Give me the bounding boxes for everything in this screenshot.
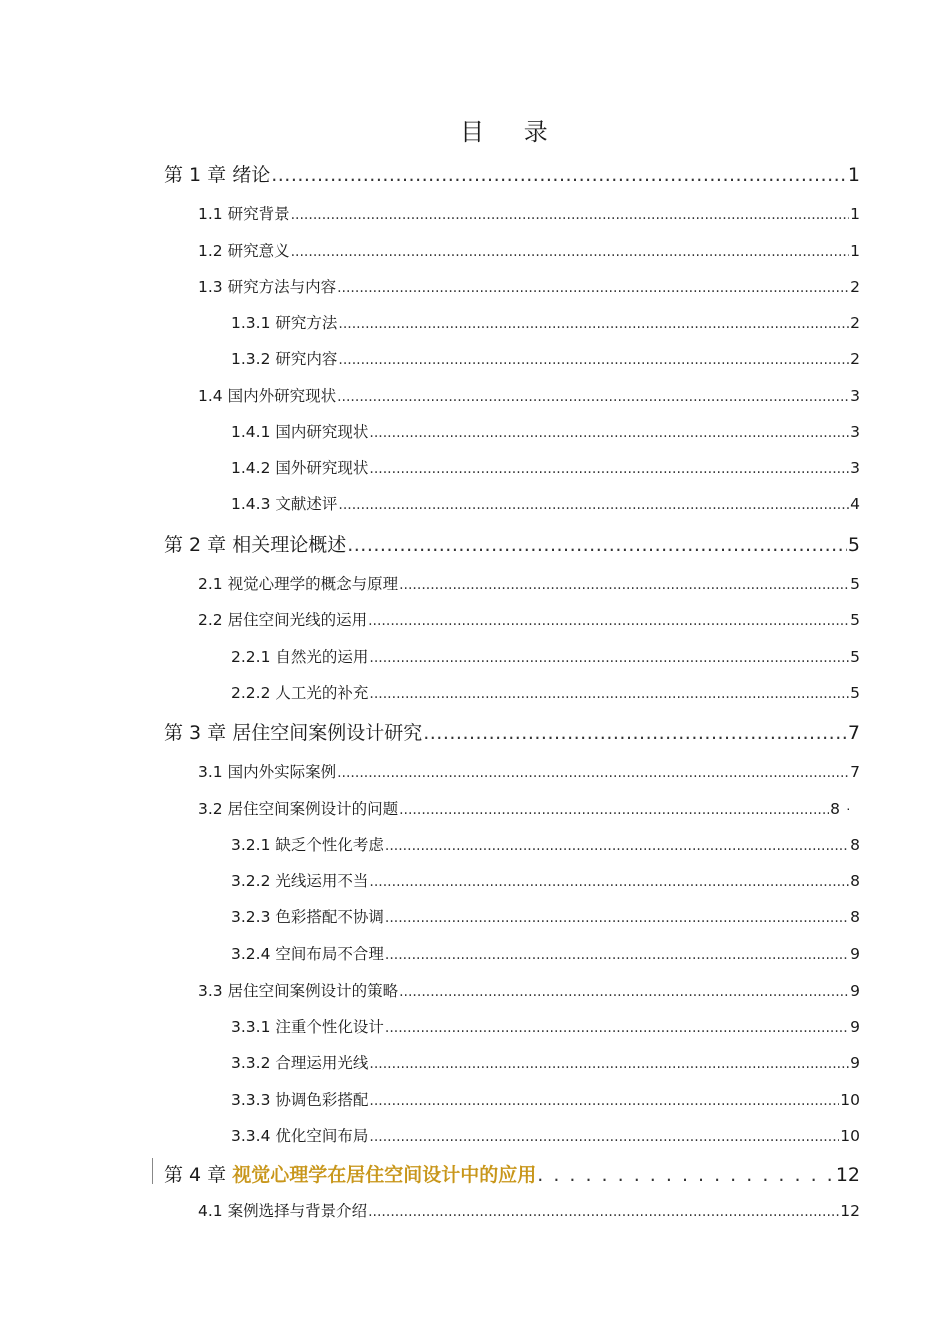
toc-page-number: 10 (840, 1091, 860, 1109)
toc-entry-label: 第 2 章 相关理论概述 (164, 534, 347, 556)
toc-leader (369, 461, 849, 477)
toc-entry[interactable] (198, 608, 860, 630)
toc-page-number: 4 (850, 495, 860, 513)
toc-page-number: 9 (850, 1054, 860, 1072)
toc-entry-label: 3.3.4 优化空间布局 (231, 1127, 369, 1145)
toc-leader (337, 389, 849, 405)
toc-entry[interactable] (198, 1199, 860, 1221)
toc-entry[interactable] (231, 869, 860, 891)
toc-entry[interactable] (231, 942, 860, 964)
toc-entry-label: 1.3.1 研究方法 (231, 314, 338, 332)
toc-entry-label-prefix: 第 4 章 (164, 1164, 233, 1186)
toc-leader (537, 1164, 835, 1186)
toc-page-number: 5 (850, 684, 860, 702)
stray-mark: · (846, 800, 851, 816)
toc-entry[interactable] (198, 979, 860, 1001)
toc-entry[interactable] (198, 384, 860, 406)
toc-entry-label-highlight: 视觉心理学在居住空间设计中的应用 (232, 1164, 537, 1186)
toc-entry-label: 1.4.1 国内研究现状 (231, 423, 369, 441)
toc-leader (337, 280, 849, 296)
toc-entry-label: 2.2.1 自然光的运用 (231, 648, 369, 666)
toc-page-number: 2 (850, 278, 860, 296)
toc-page-number: 1 (850, 242, 860, 260)
toc-page-number: 1 (850, 205, 860, 223)
toc-leader (368, 613, 849, 629)
toc-entry[interactable] (231, 456, 860, 478)
toc-entry[interactable] (164, 530, 860, 557)
toc-entry-label: 第 1 章 绪论 (164, 164, 271, 186)
toc-page-number: 10 (840, 1127, 860, 1145)
toc-entry-label: 1.3.2 研究内容 (231, 350, 338, 368)
toc-entry-label: 1.1 研究背景 (198, 205, 290, 223)
toc-entry[interactable] (231, 1051, 860, 1073)
toc-leader (369, 1129, 839, 1145)
toc-entry[interactable] (231, 645, 860, 667)
toc-entry-label: 3.2 居住空间案例设计的问题 (198, 800, 399, 818)
toc-page-number: 3 (850, 423, 860, 441)
toc-leader (385, 910, 849, 926)
toc-entry-label: 1.3 研究方法与内容 (198, 278, 337, 296)
toc-entry[interactable] (231, 1015, 860, 1037)
toc-entry-label: 3.2.1 缺乏个性化考虑 (231, 836, 384, 854)
toc-leader (369, 874, 849, 890)
toc-entry-label: 2.2 居住空间光线的运用 (198, 611, 368, 629)
toc-entry[interactable] (231, 492, 860, 514)
toc-page-number: 5 (850, 648, 860, 666)
toc-page-number: 2 (850, 314, 860, 332)
toc-page-number: 5 (850, 611, 860, 629)
toc-leader (291, 244, 850, 260)
toc-entry[interactable] (231, 1088, 860, 1110)
text-cursor (152, 1158, 153, 1184)
toc-page-number: 9 (850, 1018, 860, 1036)
toc-page-number: 9 (850, 982, 860, 1000)
toc-leader (369, 1093, 839, 1109)
toc-entry[interactable] (231, 420, 860, 442)
toc-entry[interactable] (231, 311, 860, 333)
toc-page-number: 8 (830, 800, 840, 818)
toc-entry-label: 3.3.2 合理运用光线 (231, 1054, 369, 1072)
toc-entry-label: 3.1 国内外实际案例 (198, 763, 337, 781)
toc-page-number: 1 (847, 164, 860, 186)
toc-page-number: 2 (850, 350, 860, 368)
toc-page-number: 8 (850, 908, 860, 926)
toc-page-number: 12 (835, 1164, 860, 1186)
toc-page-number: 7 (850, 763, 860, 781)
toc-page-number: 3 (850, 459, 860, 477)
toc-leader (338, 497, 849, 513)
toc-entry-label: 2.2.2 人工光的补充 (231, 684, 369, 702)
toc-entry[interactable] (231, 347, 860, 369)
toc-entry[interactable] (231, 905, 860, 927)
toc-leader (271, 164, 847, 186)
toc-entry-label: 3.2.2 光线运用不当 (231, 872, 369, 890)
toc-leader (369, 650, 849, 666)
toc-leader (385, 1020, 849, 1036)
toc-entry-label: 4.1 案例选择与背景介绍 (198, 1202, 368, 1220)
toc-leader (399, 577, 849, 593)
toc-entry-label (164, 1160, 536, 1187)
toc-page-number: 3 (850, 387, 860, 405)
toc-page-number: 12 (840, 1202, 860, 1220)
toc-entry-label: 3.2.3 色彩搭配不协调 (231, 908, 384, 926)
toc-page-number: 8 (850, 872, 860, 890)
toc-leader (338, 316, 849, 332)
toc-leader (369, 1056, 849, 1072)
toc-page-number: 5 (847, 534, 860, 556)
toc-leader (399, 802, 829, 818)
page-title: 目 录 (460, 118, 564, 146)
toc-leader (337, 765, 849, 781)
toc-entry[interactable] (198, 275, 860, 297)
toc-page-number: 7 (847, 722, 860, 744)
toc-entry-label: 1.4.3 文献述评 (231, 495, 338, 513)
toc-entry-label: 3.2.4 空间布局不合理 (231, 945, 384, 963)
toc-entry-label: 1.2 研究意义 (198, 242, 290, 260)
toc-page-number: 5 (850, 575, 860, 593)
toc-page-number: 8 (850, 836, 860, 854)
toc-leader (399, 984, 849, 1000)
toc-entry[interactable] (231, 681, 860, 703)
toc-entry-label: 1.4 国内外研究现状 (198, 387, 337, 405)
toc-leader (338, 352, 849, 368)
toc-entry[interactable] (198, 572, 860, 594)
toc-leader (368, 1204, 839, 1220)
toc-leader (347, 534, 847, 556)
toc-entry-label: 3.3 居住空间案例设计的策略 (198, 982, 399, 1000)
toc-entry[interactable] (198, 239, 860, 261)
toc-entry[interactable] (164, 160, 860, 187)
toc-entry[interactable] (164, 1160, 860, 1187)
toc-entry-label: 3.3.3 协调色彩搭配 (231, 1091, 369, 1109)
toc-leader (369, 686, 849, 702)
toc-leader (291, 207, 850, 223)
toc-entry[interactable] (231, 833, 860, 855)
toc-entry-label: 2.1 视觉心理学的概念与原理 (198, 575, 399, 593)
toc-entry[interactable] (198, 797, 840, 819)
toc-leader (423, 722, 847, 744)
toc-entry-label: 第 3 章 居住空间案例设计研究 (164, 722, 423, 744)
toc-entry[interactable] (231, 1124, 860, 1146)
toc-leader (369, 425, 849, 441)
toc-leader (385, 947, 849, 963)
toc-leader (385, 838, 849, 854)
toc-entry[interactable] (164, 718, 860, 745)
toc-page-number: 9 (850, 945, 860, 963)
toc-entry[interactable] (198, 760, 860, 782)
toc-entry-label: 3.3.1 注重个性化设计 (231, 1018, 384, 1036)
toc-entry-label: 1.4.2 国外研究现状 (231, 459, 369, 477)
toc-entry[interactable] (198, 202, 860, 224)
